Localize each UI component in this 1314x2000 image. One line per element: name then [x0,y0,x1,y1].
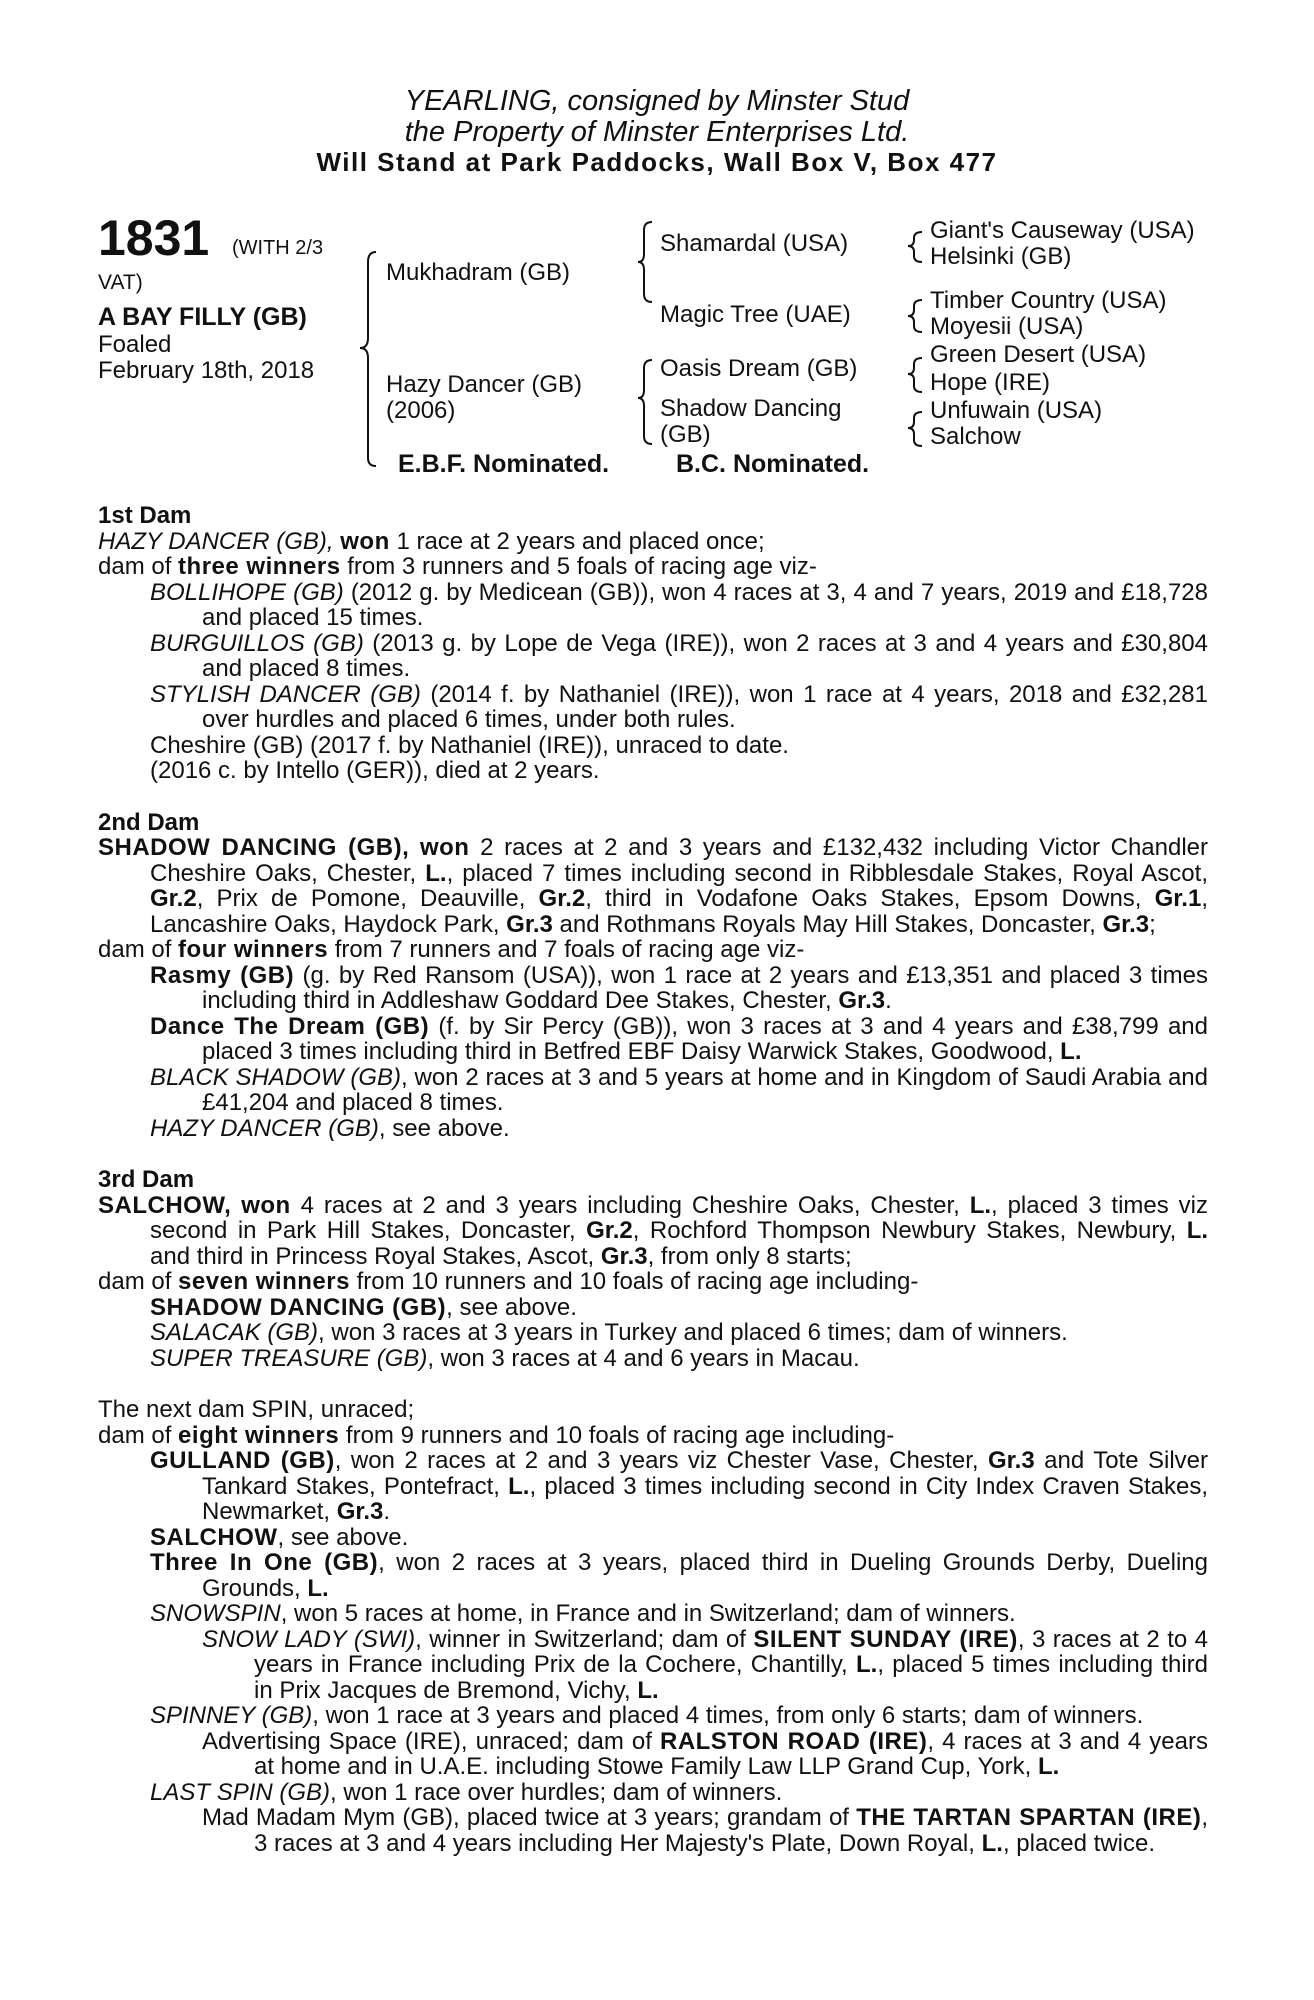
second-dam-heading: 2nd Dam [98,808,200,836]
bracket-g5 [908,358,922,392]
produce-entry: BOLLIHOPE (GB) (2012 g. by Medicean (GB)), won 4 races at 3, 4 and 7 years, 2019 and £18,728 and placed 15 times. [150,578,1208,631]
dam-dam-suffix: (GB) [660,421,711,448]
dam-year: (2006) [386,397,456,424]
ancestor-4: Moyesii (USA) [930,313,1084,340]
produce-entry: SNOW LADY (SWI), winner in Switzerland; dam of SILENT SUNDAY (IRE), 3 races at 2 to 4 years in France including Prix de la Cochere, Chantilly, L., placed 5 times including third in Prix Jacques de Bremond, Vichy, L. [202,1625,1209,1704]
produce-entry: SUPER TREASURE (GB), won 3 races at 4 and 6 years in Macau. [150,1344,860,1372]
produce-entry: BLACK SHADOW (GB), won 2 races at 3 and 5 years at home and in Kingdom of Saudi Arabia and £41,204 and placed 8 times. [150,1063,1209,1116]
vat-note-2: VAT) [98,271,143,294]
consignor-line: YEARLING, consigned by Minster Stud [404,85,910,117]
produce-entry: BURGUILLOS (GB) (2013 g. by Lope de Vega (IRE)), won 2 races at 3 and 4 years and £30,804 and placed 8 times. [150,629,1208,682]
sire-name: Mukhadram (GB) [386,259,571,286]
produce-entry: HAZY DANCER (GB), see above. [150,1114,510,1142]
produce-entry: Cheshire (GB) (2017 f. by Nathaniel (IRE)), unraced to date. [150,731,789,759]
produce-entry: Mad Madam Mym (GB), placed twice at 3 years; grandam of THE TARTAN SPARTAN (IRE), 3 races at 3 and 4 years including Her Majesty's Plate, Down Royal, L., placed twice. [202,1804,1208,1857]
first-dam-name: HAZY DANCER (GB), [98,527,334,555]
produce-entry: SALACAK (GB), won 3 races at 3 years in Turkey and placed 6 times; dam of winners. [150,1319,1068,1346]
produce-entry: Rasmy (GB) (g. by Red Ransom (USA)), won 1 race at 2 years and £13,351 and placed 3 times including third in Addleshaw Goddard Dee Stakes, Chester, Gr.3. [150,961,1209,1014]
foaled-date: February 18th, 2018 [98,357,315,384]
vat-note-1: (WITH 2/3 [232,237,324,259]
ebf-nominated: E.B.F. Nominated. [398,450,610,478]
next-dam-line: The next dam SPIN, unraced; [98,1396,415,1423]
property-line: the Property of Minster Enterprises Ltd. [404,116,910,148]
dam-dam: Shadow Dancing [660,395,842,422]
produce-entry: Advertising Space (IRE), unraced; dam of RALSTON ROAD (IRE), 4 races at 3 and 4 years at home and in U.A.E. including Stowe Family Law LLP Grand Cup, York, L. [202,1727,1208,1780]
first-dam-line: HAZY DANCER (GB), won 1 race at 2 years and placed once; [98,527,765,555]
dam-name: Hazy Dancer (GB) [386,371,583,398]
produce-entry: GULLAND (GB), won 2 races at 2 and 3 years viz Chester Vase, Chester, Gr.3 and Tote Silver Tankard Stakes, Pontefract, L., placed 3 times including second in City Index Craven Stakes, Newmarket, Gr.3. [150,1447,1209,1525]
produce-entry: Three In One (GB), won 2 races at 3 years, placed third in Dueling Grounds Derby, Dueling Grounds, L. [150,1549,1208,1602]
catalogue-body [98,503,1208,1856]
bracket-g7 [908,412,922,446]
sire-bracket [638,222,652,302]
third-dam-line: SALCHOW, won 4 races at 2 and 3 years including Cheshire Oaks, Chester, L., placed 3 times viz second in Park Hill Stakes, Doncaster, Gr.2, Rochford Thompson Newbury Stakes, Newbury, L. and third in Princess Royal Stakes, Ascot, Gr.3, from only 8 starts; [98,1191,1209,1270]
bc-nominated: B.C. Nominated. [676,450,870,478]
second-dam-produce-line: dam of four winners from 7 runners and 7 foals of racing age viz- [98,936,805,963]
ancestor-3: Timber Country (USA) [930,287,1167,314]
sire-dam: Magic Tree (UAE) [660,301,851,328]
ancestor-2: Helsinki (GB) [930,243,1072,270]
first-dam-heading: 1st Dam [98,502,192,529]
pedigree-block [0,210,1314,478]
produce-entry: Dance The Dream (GB) (f. by Sir Percy (GB)), won 3 races at 3 and 4 years and £38,799 and placed 3 times including third in Betfred EBF Daisy Warwick Stakes, Goodwood, L. [150,1012,1208,1065]
ancestor-1: Giant's Causeway (USA) [930,217,1195,244]
foaled-label: Foaled [98,331,172,358]
dam-sire: Oasis Dream (GB) [660,355,858,382]
produce-entry: (2016 c. by Intello (GER)), died at 2 years. [150,757,600,784]
next-dam-produce-line: dam of eight winners from 9 runners and 10 foals of racing age including- [98,1421,895,1449]
bracket-g1 [908,232,922,262]
produce-entry: SHADOW DANCING (GB), see above. [150,1293,577,1321]
dam-bracket [638,360,652,444]
ancestor-8: Salchow [930,423,1021,450]
third-dam-produce-line: dam of seven winners from 10 runners and 10 foals of racing age including- [98,1268,919,1295]
lot-title: A BAY FILLY (GB) [98,303,307,331]
sire-sire: Shamardal (USA) [660,230,849,257]
location-line: Will Stand at Park Paddocks, Wall Box V, Box 477 [316,147,998,177]
lot-number: 1831 [98,210,210,266]
second-dam-line: SHADOW DANCING (GB), won 2 races at 2 and 3 years and £132,432 including Victor Chandler Cheshire Oaks, Chester, L., placed 7 times including second in Ribblesdale Stakes, Royal Ascot, Gr.2, Prix de Pomone, Deauville, Gr.2, third in Vodafone Oaks Stakes, Epsom Downs, Gr.1, Lancashire Oaks, Haydock Park, Gr.3 and Rothmans Royals May Hill Stakes, Doncaster, Gr.3; [98,834,1209,938]
ancestor-5: Green Desert (USA) [930,341,1147,368]
produce-entry: SALCHOW, see above. [150,1523,409,1551]
third-dam-heading: 3rd Dam [98,1166,195,1193]
produce-entry: SPINNEY (GB), won 1 race at 3 years and placed 4 times, from only 6 starts; dam of winners. [150,1702,1144,1729]
ancestor-6: Hope (IRE) [930,369,1051,396]
first-dam-produce-line: dam of three winners from 3 runners and 5 foals of racing age viz- [98,553,817,580]
produce-entry: SNOWSPIN, won 5 races at home, in France and in Switzerland; dam of winners. [150,1600,1016,1627]
produce-entry: STYLISH DANCER (GB) (2014 f. by Nathaniel (IRE)), won 1 race at 4 years, 2018 and £32,281 over hurdles and placed 6 times, under both rules. [150,680,1209,733]
main-bracket [360,252,376,466]
produce-entry: LAST SPIN (GB), won 1 race over hurdles; dam of winners. [150,1778,783,1806]
ancestor-7: Unfuwain (USA) [930,397,1103,424]
bracket-g3 [908,300,922,332]
